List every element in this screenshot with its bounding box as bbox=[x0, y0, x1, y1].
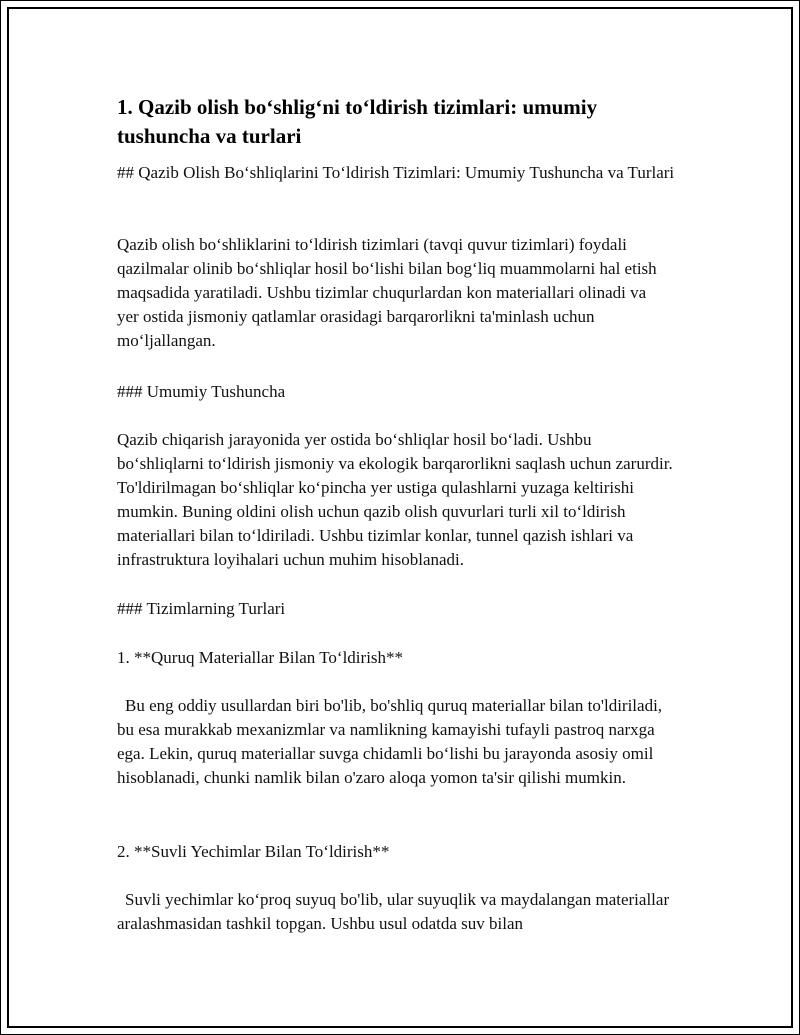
item-1-heading: 1. **Quruq Materiallar Bilan To‘ldirish** bbox=[117, 648, 404, 667]
section-heading-turlari: ### Tizimlarning Turlari bbox=[117, 599, 286, 618]
item-2-heading: 2. **Suvli Yechimlar Bilan To‘ldirish** bbox=[117, 842, 390, 861]
section-heading-umumiy: ### Umumiy Tushuncha bbox=[117, 382, 286, 401]
intro-paragraph: Qazib olish bo‘shliklarini to‘ldirish tizimlari (tavqi quvur tizimlari) foydali qazilmalar olinib bo‘shliqlar hosil bo‘lishi bilan bog‘liq muammolarni hal etish maqsadida yaratiladi. Ushbu tizimlar chuqurlardan kon materiallari olinadi va yer ostida jismoniy qatlamlar orasidagi barqarorlikni ta'minlash uchun mo‘ljallangan. bbox=[117, 235, 657, 350]
umumiy-paragraph: Qazib chiqarish jarayonida yer ostida bo‘shliqlar hosil bo‘ladi. Ushbu bo‘shliqlarni to‘ldirish jismoniy va ekologik barqarorlikni saqlash uchun zarurdir. To'ldirilmagan bo‘shliqlar ko‘pincha yer ustiga qulashlarni yuzaga keltirishi mumkin. Buning oldini olish uchun qazib olish quvurlari turli xil to‘ldirish materiallari bilan to‘ldiriladi. Ushbu tizimlar konlar, tunnel qazish ishlari va infrastruktura loyihalari uchun muhim hisoblanadi. bbox=[117, 430, 673, 569]
item-1-paragraph: Bu eng oddiy usullardan biri bo'lib, bo'shliq quruq materiallar bilan to'ldiriladi, bu esa murakkab mexanizmlar va namlikning kamayishi tufayli pastroq narxga ega. Lekin, quruq materiallar suvga chidamli bo‘lishi bu jarayonda asosiy omil hisoblanadi, chunki namlik bilan o'zaro aloqa yomon ta'sir qilishi mumkin. bbox=[117, 696, 663, 787]
markdown-heading-line: ## Qazib Olish Bo‘shliqlarini To‘ldirish Tizimlari: Umumiy Tushuncha va Turlari bbox=[117, 163, 675, 182]
document-title: 1. Qazib olish bo‘shlig‘ni to‘ldirish tizimlari: umumiy tushuncha va turlari bbox=[117, 95, 598, 148]
item-2-paragraph: Suvli yechimlar ko‘proq suyuq bo'lib, ular suyuqlik va maydalangan materiallar aralashmasidan tashkil topgan. Ushbu usul odatda suv bilan bbox=[117, 890, 670, 933]
